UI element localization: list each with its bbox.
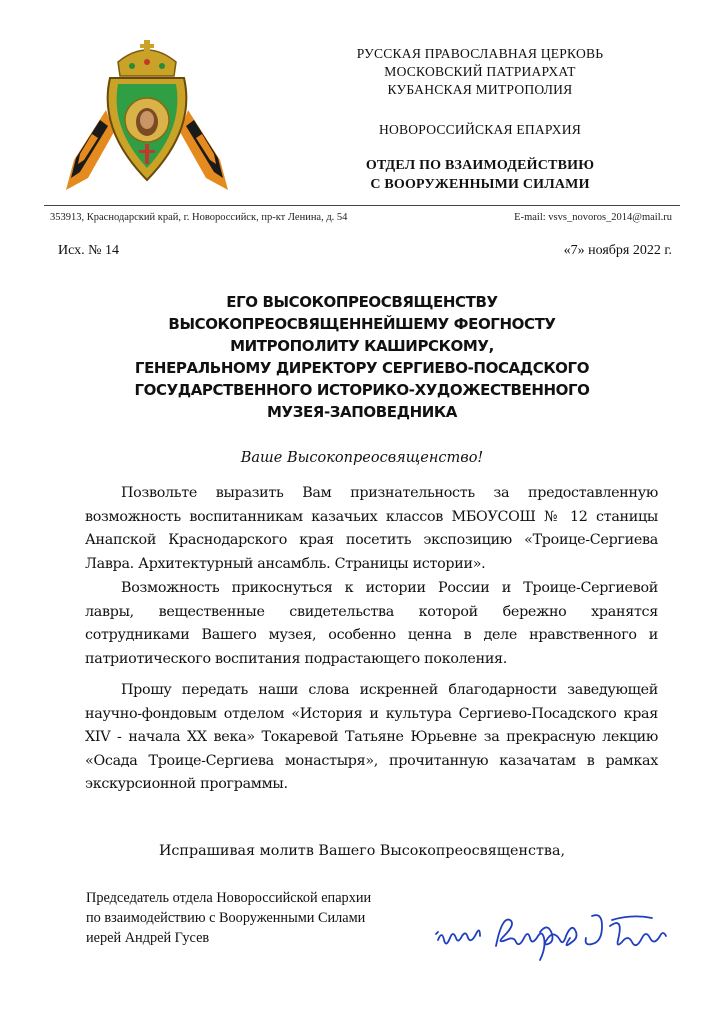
diocese-name: НОВОРОССИЙСКАЯ ЕПАРХИЯ: [378, 122, 582, 137]
salutation: Ваше Высокопреосвященство!: [240, 450, 484, 466]
handwritten-signature: [432, 906, 682, 966]
body-paragraph-2: Возможность прикоснуться к истории России и Троице-Сергиевой лавры, вещественные свидетельства которой бережно хранятся сотрудниками Вашего музея, особенно ценна в деле нравственного и патриотического воспитания подрастающего поколения.: [85, 580, 658, 667]
mitre-crown: [118, 40, 176, 76]
st-george-ribbon-left: [66, 110, 114, 190]
outgoing-number: Исх. № 14: [58, 243, 119, 258]
addressee-line: ГЕНЕРАЛЬНОМУ ДИРЕКТОРУ СЕРГИЕВО-ПОСАДСКОГО: [134, 359, 590, 377]
department-name-line1: ОТДЕЛ ПО ВЗАИМОДЕЙСТВИЮ: [365, 158, 595, 173]
addressee-line: ВЫСОКОПРЕОСВЯЩЕННЕЙШЕМУ ФЕОГНОСТУ: [168, 315, 556, 333]
closing-line: Испрашивая молитв Вашего Высокопреосвященства,: [158, 843, 566, 859]
signatory-block: [86, 888, 446, 948]
diocese-coat-of-arms-icon: [66, 40, 228, 192]
body-paragraph-3: Прошу передать наши слова искренней благодарности заведующей научно-фондовым отделом «История и культура Сергиево-Посадского края XIV - начала XX века» Токаревой Татьяне Юрьевне за прекрасную лекцию «Осада Троице-Сергиева монастыря», прочитанную казачатам в рамках экскурсионной программы.: [85, 682, 658, 792]
department-name-line2: С ВООРУЖЕННЫМИ СИЛАМИ: [370, 177, 590, 192]
email-address: E-mail: vsvs_novoros_2014@mail.ru: [514, 212, 672, 223]
signatory-title-line1: Председатель отдела Новороссийской епархии: [86, 890, 372, 906]
st-george-ribbon-right: [180, 110, 228, 190]
letter-date: «7» ноября 2022 г.: [563, 243, 672, 258]
addressee-line: МИТРОПОЛИТУ КАШИРСКОМУ,: [230, 337, 494, 355]
patriarchate-name: МОСКОВСКИЙ ПАТРИАРХАТ: [384, 64, 576, 79]
body-paragraph-1: Позвольте выразить Вам признательность за предоставленную возможность воспитанникам казачьих классов МБОУСОШ № 12 станицы Анапской Краснодарского края посетить экспозицию «Троице-Сергиева Лавра. Архитектурный ансамбль. Страницы истории».: [85, 485, 658, 572]
metropolis-name: КУБАНСКАЯ МИТРОПОЛИЯ: [387, 82, 573, 97]
postal-address: 353913, Краснодарский край, г. Новороссийск, пр-кт Ленина, д. 54: [50, 212, 348, 223]
addressee-line: ГОСУДАРСТВЕННОГО ИСТОРИКО-ХУДОЖЕСТВЕННОГО: [134, 381, 590, 399]
church-name: РУССКАЯ ПРАВОСЛАВНАЯ ЦЕРКОВЬ: [356, 46, 604, 61]
shield: [108, 78, 187, 180]
addressee-line: МУЗЕЯ-ЗАПОВЕДНИКА: [267, 403, 457, 421]
addressee-block: [60, 291, 664, 423]
addressee-line: ЕГО ВЫСОКОПРЕОСВЯЩЕНСТВУ: [226, 293, 498, 311]
letterhead-divider: [44, 205, 680, 206]
signatory-name: иерей Андрей Гусев: [86, 930, 210, 946]
signatory-title-line2: по взаимодействию с Вооруженными Силами: [86, 910, 366, 926]
